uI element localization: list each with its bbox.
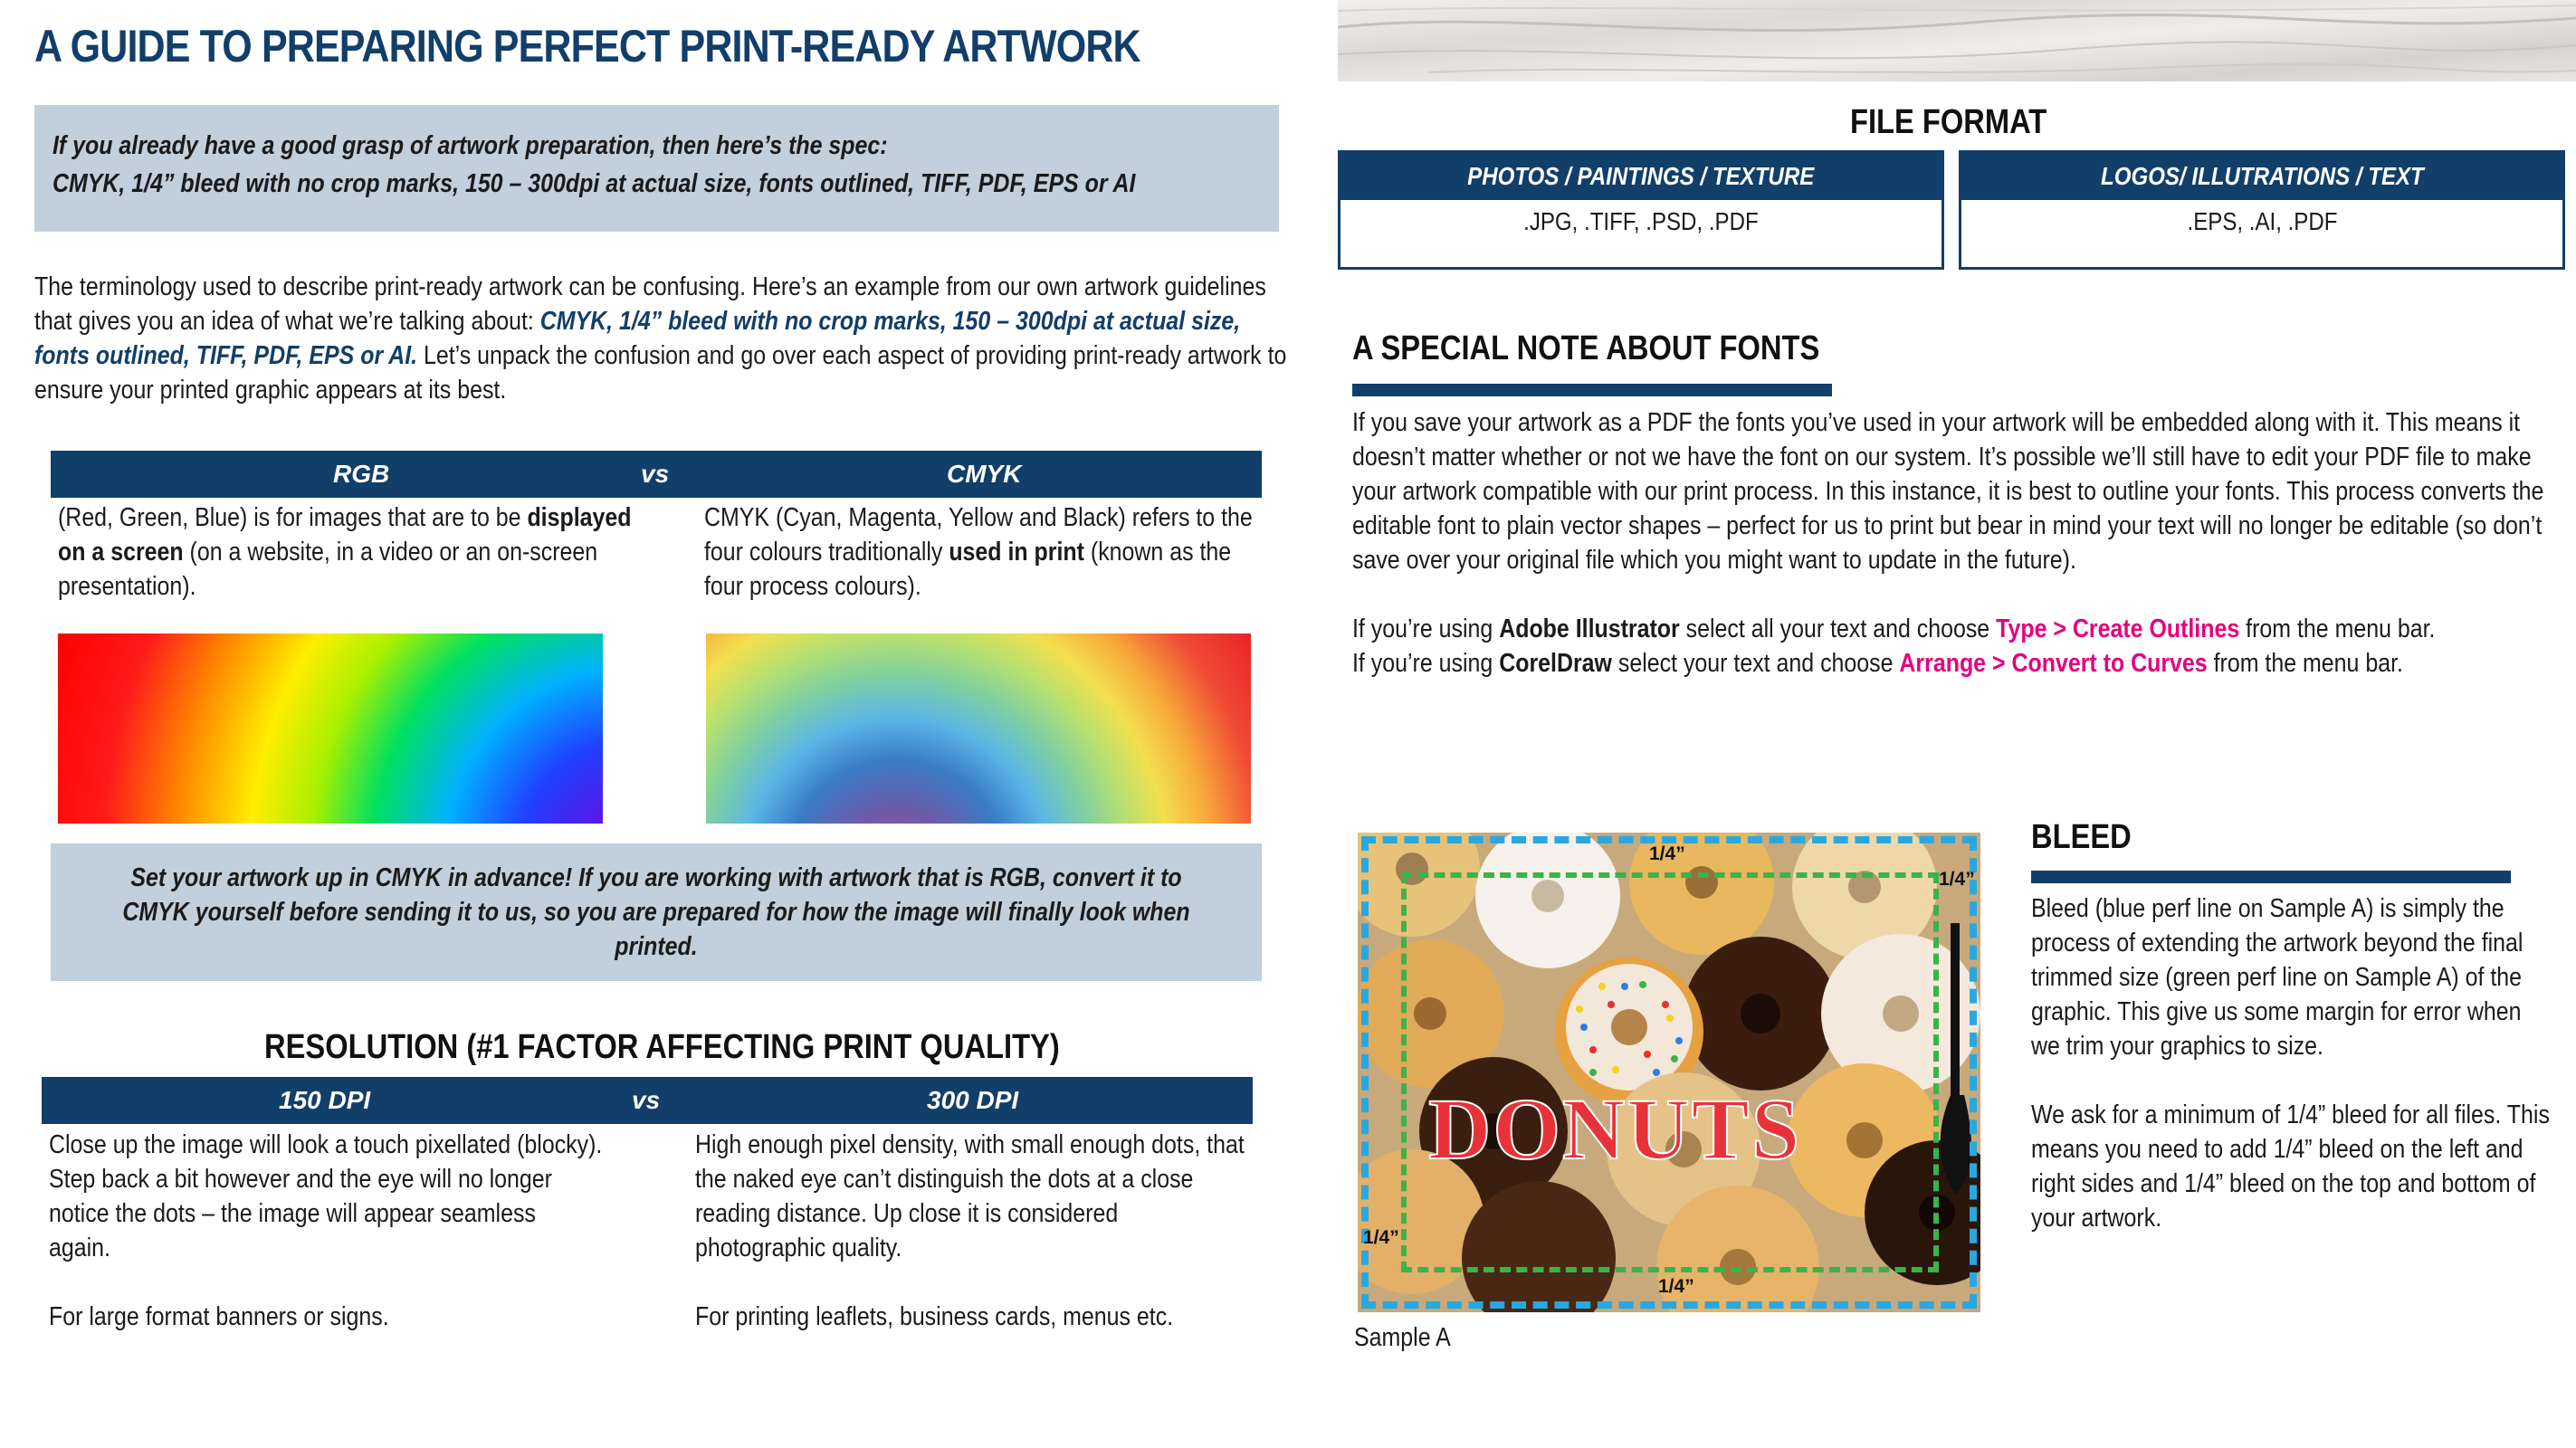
rgb-vs-cmyk-bar xyxy=(51,451,1262,498)
cmyk-text-post: (known as the four process colours). xyxy=(704,538,1232,601)
wood-grain-lines xyxy=(1338,0,2576,81)
bleed-heading-underline xyxy=(2031,871,2511,883)
measure-top: 1/4” xyxy=(1649,843,1685,864)
photos-format-header xyxy=(1340,153,1942,200)
sample-a-image xyxy=(1358,833,1980,1312)
dpi-150-use: For large format banners or signs. xyxy=(49,1302,389,1331)
fonts-body xyxy=(1352,405,2556,681)
page-title: A GUIDE TO PREPARING PERFECT PRINT-READY ARTWORK xyxy=(34,21,1140,71)
cmyk-label: CMYK xyxy=(947,460,1022,488)
rgb-text-pre: (Red, Green, Blue) is for images that are to be xyxy=(58,503,528,532)
ai-mid: select all your text and choose xyxy=(1679,614,1997,643)
fonts-heading: A SPECIAL NOTE ABOUT FONTS xyxy=(1352,329,1820,367)
bleed-heading: BLEED xyxy=(2031,818,2132,856)
photos-format-box xyxy=(1338,150,1944,270)
intro-text-2: Let’s unpack the confusion and go over each aspect of providing print-ready artwork to ensure your printed graphic appears at its best. xyxy=(34,341,1287,405)
photos-format-values: .JPG, .TIFF, .PSD, .PDF xyxy=(1523,207,1759,235)
photos-format-label: PHOTOS / PAINTINGS / TEXTURE xyxy=(1467,162,1815,190)
dpi-300-description xyxy=(695,1128,1256,1334)
dpi-150-description xyxy=(49,1128,610,1334)
measure-left: 1/4” xyxy=(1363,1227,1399,1248)
fonts-illustrator-line xyxy=(1352,612,2556,646)
bleed-para-2: We ask for a minimum of 1/4” bleed for all files. This means you need to add 1/4” bleed on the left and right sides and 1/4” bleed on the top and bottom of your artwork. xyxy=(2031,1100,2550,1233)
intro-paragraph xyxy=(34,270,1492,407)
spec-summary-box xyxy=(34,105,1279,232)
ai-app-name: Adobe Illustrator xyxy=(1499,614,1680,643)
dpi-150-label: 150 DPI xyxy=(279,1086,371,1114)
spec-line-2: CMYK, 1/4” bleed with no crop marks, 150 – 300dpi at actual size, fonts outlined, TIFF, PDF, EPS or AI xyxy=(52,169,1136,198)
rgb-text-bold: displayed on a screen xyxy=(58,503,632,567)
ai-command: Type > Create Outlines xyxy=(1996,614,2240,643)
cd-pre: If you’re using xyxy=(1352,649,1500,678)
logos-format-box xyxy=(1959,150,2565,270)
cd-command: Arrange > Convert to Curves xyxy=(1899,649,2208,678)
fonts-heading-underline xyxy=(1352,384,1832,396)
rgb-description xyxy=(58,500,692,604)
logos-format-header xyxy=(1961,153,2562,200)
rgb-label: RGB xyxy=(333,460,390,488)
wood-texture-banner xyxy=(1338,0,2576,81)
bleed-body xyxy=(2031,891,2556,1235)
file-format-heading: FILE FORMAT xyxy=(1850,103,2047,141)
cd-post: from the menu bar. xyxy=(2207,649,2403,678)
measure-right: 1/4” xyxy=(1939,869,1975,890)
photos-format-list xyxy=(1340,200,1942,236)
cmyk-tip-text: Set your artwork up in CMYK in advance! If you are working with artwork that is RGB, convert it to CMYK yourself before sending it to us, so you are prepared for how the image will finally look when printed. xyxy=(122,863,1190,961)
dpi-300-use: For printing leaflets, business cards, menus etc. xyxy=(695,1302,1174,1331)
ai-post: from the menu bar. xyxy=(2239,614,2436,643)
cd-mid: select your text and choose xyxy=(1611,649,1900,678)
fonts-body-text: If you save your artwork as a PDF the fonts you’ve used in your artwork will be embedded along with it. This means it doesn’t matter whether or not we have the font on our system. It’s possible we’ll still have to edit your PDF file to make your artwork compatible with our print process. In this instance, it is best to outline your fonts. This process converts the editable font to plain vector shapes – perfect for us to print but bear in mind your text will no longer be editable (so don’t save over your original file which you might want to update in the future). xyxy=(1352,408,2544,575)
bleed-para-1: Bleed (blue perf line on Sample A) is simply the process of extending the artwork beyond the final trimmed size (green perf line on Sample A) of the graphic. This give us some margin for error when we trim your graphics to size. xyxy=(2031,894,2524,1061)
rgb-spectrum-image xyxy=(58,634,603,824)
dpi-300-label: 300 DPI xyxy=(927,1086,1019,1114)
ai-pre: If you’re using xyxy=(1352,614,1500,643)
resolution-heading: RESOLUTION (#1 FACTOR AFFECTING PRINT QUALITY) xyxy=(264,1028,1060,1066)
fonts-coreldraw-line xyxy=(1352,646,2556,681)
logos-format-values: .EPS, .AI, .PDF xyxy=(2187,207,2337,235)
intro-highlight: CMYK, 1/4” bleed with no crop marks, 150 – 300dpi at actual size, fonts outlined, TIFF, PDF, EPS or AI. xyxy=(34,307,1241,370)
intro-text-1: The terminology used to describe print-ready artwork can be confusing. Here’s an example from our own artwork guidelines that gives you an idea of what we’re talking about: xyxy=(34,272,1266,336)
cmyk-description xyxy=(704,500,1265,604)
donuts-text: DONUTS xyxy=(1428,1081,1802,1177)
sample-caption: Sample A xyxy=(1354,1323,1451,1352)
trim-perf-line xyxy=(1401,872,1939,1272)
vs-label: vs xyxy=(641,460,670,488)
dpi-compare-bar xyxy=(42,1077,1253,1124)
dpi-300-text: High enough pixel density, with small enough dots, that the naked eye can’t distinguish the dots at a close reading distance. Up close it is considered photographic quality. xyxy=(695,1130,1245,1262)
cmyk-text-bold: used in print xyxy=(949,538,1084,567)
cmyk-text-pre: CMYK (Cyan, Magenta, Yellow and Black) refers to the four colours traditionally xyxy=(704,503,1253,567)
rgb-text-post: (on a website, in a video or an on-screen presentation). xyxy=(58,538,598,601)
cmyk-tip-box xyxy=(51,843,1262,981)
dpi-150-text: Close up the image will look a touch pixellated (blocky). Step back a bit however and the eye will no longer notice the dots – the image will appear seamless again. xyxy=(49,1130,603,1262)
logos-format-list xyxy=(1961,200,2562,236)
dpi-vs-label: vs xyxy=(632,1086,661,1114)
cmyk-spectrum-image xyxy=(706,634,1251,824)
measure-bottom: 1/4” xyxy=(1658,1276,1694,1297)
cd-app-name: CorelDraw xyxy=(1499,649,1612,678)
logos-format-label: LOGOS/ ILLUTRATIONS / TEXT xyxy=(2100,162,2424,190)
spec-line-1: If you already have a good grasp of artwork preparation, then here’s the spec: xyxy=(52,131,888,160)
